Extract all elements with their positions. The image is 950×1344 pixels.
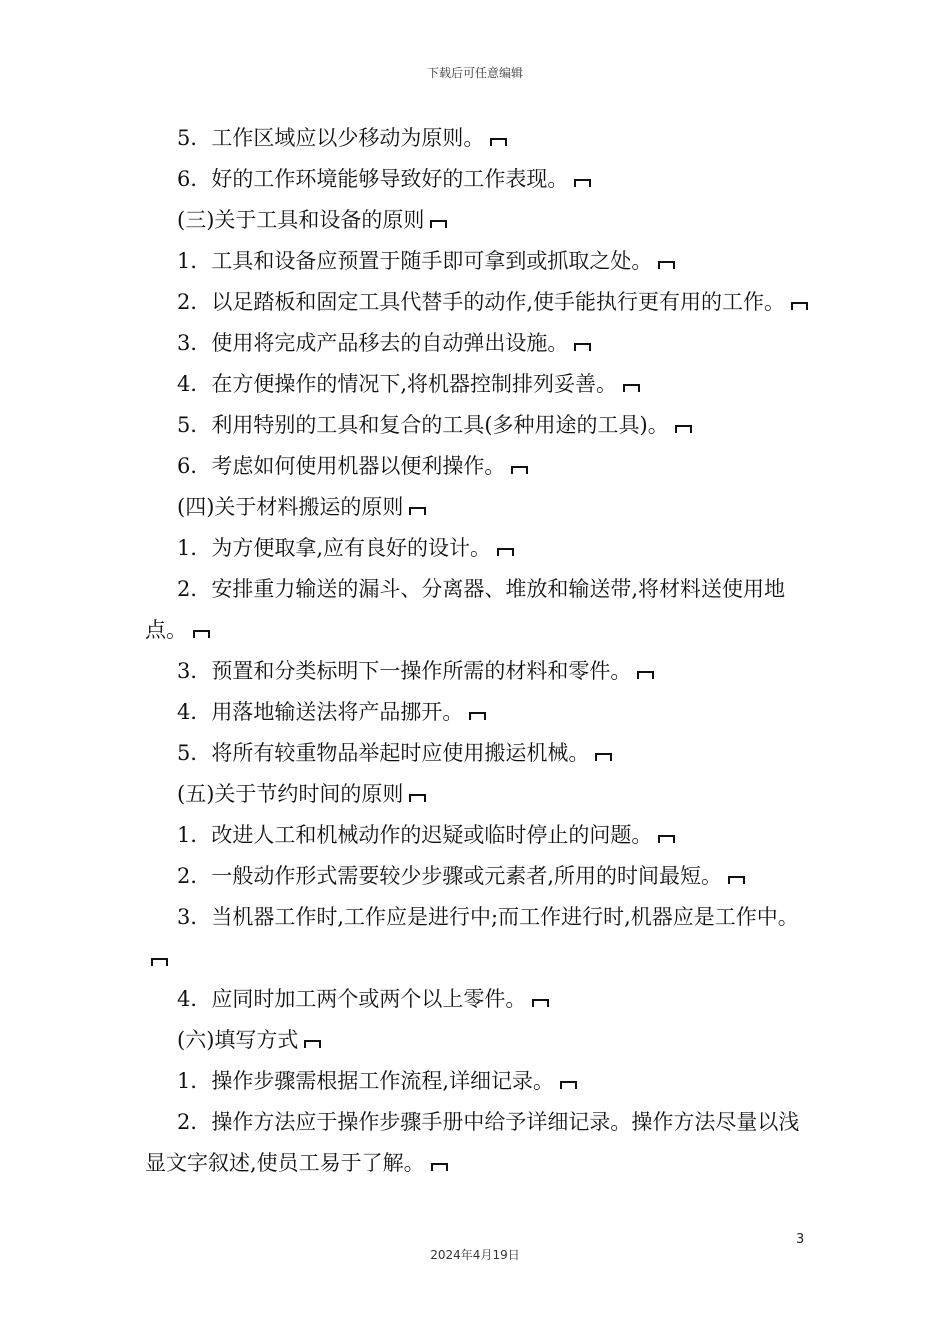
paragraph-mark-icon (151, 958, 168, 966)
paragraph-mark-icon (595, 753, 612, 761)
paragraph-text: 2．一般动作形式需要较少步骤或元素者,所用的时间最短。 (177, 864, 723, 888)
paragraph-mark-icon (658, 261, 675, 269)
paragraph-mark-icon (497, 548, 514, 556)
paragraph-text: 4．用落地输送法将产品挪开。 (177, 700, 464, 724)
paragraph (145, 1102, 810, 1184)
paragraph-text: 3．预置和分类标明下一操作所需的材料和零件。 (177, 659, 632, 683)
paragraph-text: (三)关于工具和设备的原则 (177, 208, 425, 232)
section-heading (145, 487, 810, 528)
paragraph-text: 5．工作区域应以少移动为原则。 (177, 126, 485, 150)
paragraph (145, 528, 810, 569)
paragraph-mark-icon (560, 1081, 577, 1089)
section-heading (145, 1020, 810, 1061)
paragraph-text: 6．好的工作环境能够导致好的工作表现。 (177, 167, 569, 191)
paragraph-text: 3．使用将完成产品移去的自动弹出设施。 (177, 331, 569, 355)
paragraph (145, 405, 810, 446)
section-heading (145, 200, 810, 241)
paragraph (145, 241, 810, 282)
paragraph (145, 692, 810, 733)
paragraph-mark-icon (469, 712, 486, 720)
paragraph-mark-icon (637, 671, 654, 679)
paragraph-mark-icon (623, 384, 640, 392)
paragraph (145, 446, 810, 487)
document-body (145, 118, 810, 1184)
paragraph-text: 1．为方便取拿,应有良好的设计。 (177, 536, 492, 560)
paragraph (145, 856, 810, 897)
paragraph-text: 1．改进人工和机械动作的迟疑或临时停止的问题。 (177, 823, 653, 847)
paragraph-mark-icon (490, 138, 507, 146)
paragraph-text: 1．工具和设备应预置于随手即可拿到或抓取之处。 (177, 249, 653, 273)
paragraph-mark-icon (728, 876, 745, 884)
paragraph-text: 6．考虑如何使用机器以便利操作。 (177, 454, 506, 478)
paragraph (145, 815, 810, 856)
paragraph (145, 282, 810, 323)
paragraph-mark-icon (675, 425, 692, 433)
paragraph-text: (四)关于材料搬运的原则 (177, 495, 404, 519)
paragraph-text: 2．以足踏板和固定工具代替手的动作,使手能执行更有用的工作。 (177, 290, 786, 314)
paragraph (145, 651, 810, 692)
paragraph-mark-icon (431, 1163, 448, 1171)
paragraph (145, 897, 810, 979)
paragraph (145, 159, 810, 200)
paragraph-text: 5．利用特别的工具和复合的工具(多种用途的工具)。 (177, 413, 669, 437)
paragraph-mark-icon (304, 1040, 321, 1048)
paragraph-mark-icon (658, 835, 675, 843)
paragraph (145, 118, 810, 159)
paragraph-mark-icon (574, 179, 591, 187)
paragraph-text: 2．操作方法应于操作步骤手册中给予详细记录。操作方法尽量以浅显文字叙述,使员工易于了解。 (145, 1110, 800, 1175)
paragraph-text: 1．操作步骤需根据工作流程,详细记录。 (177, 1069, 555, 1093)
paragraph-mark-icon (574, 343, 591, 351)
paragraph-mark-icon (511, 466, 528, 474)
paragraph (145, 364, 810, 405)
page-number: 3 (796, 1232, 805, 1247)
footer-date: 2024年4月19日 (430, 1248, 520, 1262)
paragraph-text: 4．在方便操作的情况下,将机器控制排列妥善。 (177, 372, 618, 396)
paragraph-mark-icon (409, 794, 426, 802)
paragraph (145, 1061, 810, 1102)
paragraph (145, 733, 810, 774)
paragraph-text: (五)关于节约时间的原则 (177, 782, 404, 806)
paragraph-text: (六)填写方式 (177, 1028, 299, 1052)
section-heading (145, 774, 810, 815)
paragraph-mark-icon (430, 220, 447, 228)
paragraph-mark-icon (409, 507, 426, 515)
paragraph-text: 2．安排重力输送的漏斗、分离器、堆放和输送带,将材料送使用地点。 (145, 577, 786, 642)
paragraph-mark-icon (193, 630, 210, 638)
paragraph-text: 3．当机器工作时,工作应是进行中;而工作进行时,机器应是工作中。 (177, 905, 799, 929)
paragraph (145, 323, 810, 364)
paragraph (145, 979, 810, 1020)
page-header: 下载后可任意编辑 (426, 66, 523, 80)
paragraph-mark-icon (791, 302, 808, 310)
paragraph (145, 569, 810, 651)
paragraph-mark-icon (532, 999, 549, 1007)
paragraph-text: 4．应同时加工两个或两个以上零件。 (177, 987, 527, 1011)
paragraph-text: 5．将所有较重物品举起时应使用搬运机械。 (177, 741, 590, 765)
